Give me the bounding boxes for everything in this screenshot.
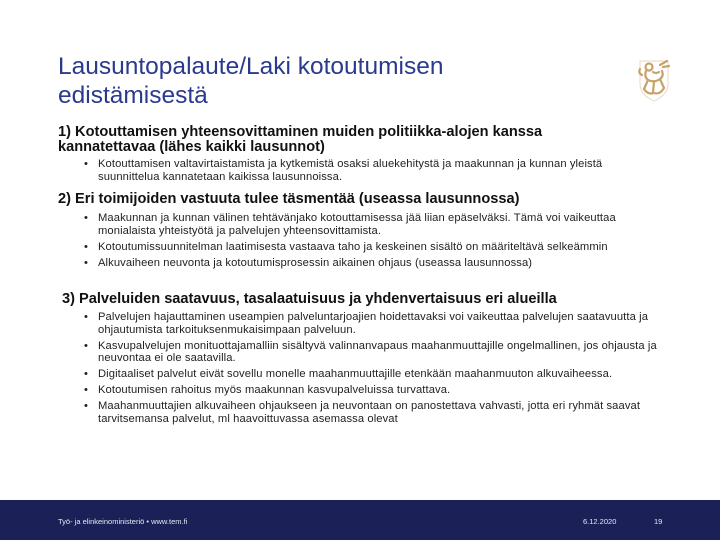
lion-coat-of-arms-icon bbox=[634, 55, 674, 105]
section-2-heading: 2) Eri toimijoiden vastuuta tulee täsmentää (useassa lausunnossa) bbox=[58, 191, 520, 207]
footer-organization: Työ- ja elinkeinoministeriö • www.tem.fi bbox=[58, 517, 188, 526]
section-3-bullets bbox=[84, 311, 666, 429]
section-3-heading: 3) Palveluiden saatavuus, tasalaatuisuus ja yhdenvertaisuus eri alueilla bbox=[62, 291, 557, 307]
list-item: • Alkuvaiheen neuvonta ja kotoutumisprosessin aikainen ohjaus (useassa lausunnossa) bbox=[84, 257, 664, 270]
list-item: • Kasvupalvelujen monituottajamalliin sisältyvä valinnanvapaus maahanmuuttajille ongelmallinen, jos ohjausta ja neuvontaa ei ole saatavilla. bbox=[84, 340, 666, 365]
section-2-bullets bbox=[84, 212, 664, 273]
list-item: • Digitaaliset palvelut eivät sovellu monelle maahanmuuttajille etenkään maahanmuuton alkuvaiheessa. bbox=[84, 368, 666, 381]
footer-page-number: 19 bbox=[654, 517, 663, 526]
list-item: • Kotouttamisen valtavirtaistamista ja kytkemistä osaksi aluekehitystä ja maakunnan ja kunnan yleistä suunnittelua kannatetaan kaikissa lausunnoissa. bbox=[84, 158, 664, 183]
footer-bar bbox=[0, 500, 720, 540]
section-1-heading: 1) Kotouttamisen yhteensovittaminen muiden politiikka-alojen kanssa kannatettavaa (lähes kaikki lausunnot) bbox=[58, 124, 543, 155]
list-item: • Maakunnan ja kunnan välinen tehtävänjako kotouttamisessa jää liian epäselväksi. Tämä voi vaikeuttaa monialaista yhteistyötä ja palvelujen yhteensovittamista. bbox=[84, 212, 664, 237]
list-item: • Kotoutumisen rahoitus myös maakunnan kasvupalveluissa turvattava. bbox=[84, 384, 666, 397]
list-item: • Maahanmuuttajien alkuvaiheen ohjaukseen ja neuvontaan on panostettava vahvasti, jotta eri ryhmät saavat tarvitsemansa palvelut, ml haavoittuvassa asemassa olevat bbox=[84, 400, 666, 425]
footer-date: 6.12.2020 bbox=[583, 517, 617, 526]
slide-title: Lausuntopalaute/Laki kotoutumisen edistämisestä bbox=[58, 53, 444, 109]
list-item: • Kotoutumissuunnitelman laatimisesta vastaava taho ja keskeinen sisältö on määriteltävä selkeämmin bbox=[84, 241, 664, 254]
section-1-bullets bbox=[84, 158, 664, 187]
list-item: • Palvelujen hajauttaminen useampien palveluntarjoajien hoidettavaksi voi vaikeuttaa palvelujen saatavuutta ja ohjautumista tarkoituksenmukaisimpaan palveluun. bbox=[84, 311, 666, 336]
